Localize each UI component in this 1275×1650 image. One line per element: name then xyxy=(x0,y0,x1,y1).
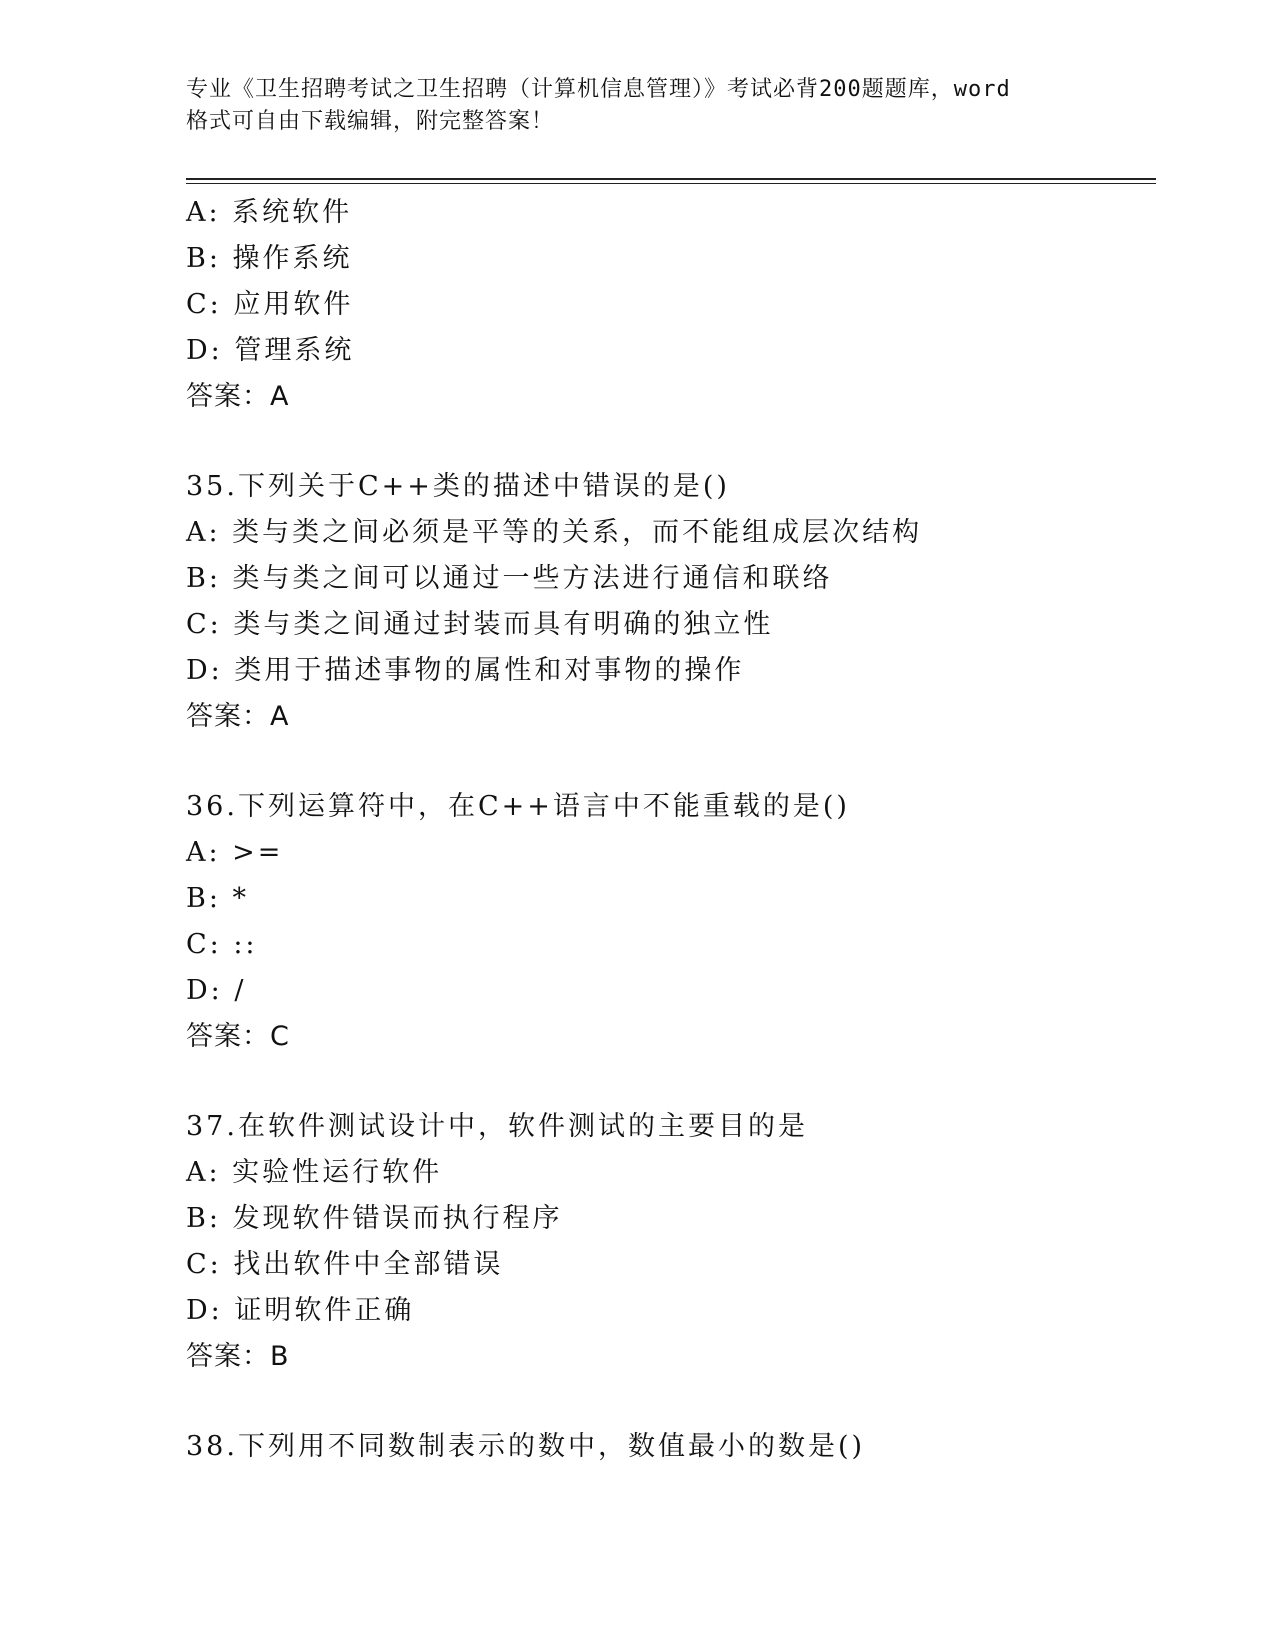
option-d: D: / xyxy=(186,975,247,1006)
option-c: C: 类与类之间通过封装而具有明确的独立性 xyxy=(186,609,774,640)
question-block-36 xyxy=(186,784,1146,1060)
option-b: B: 发现软件错误而执行程序 xyxy=(186,1203,563,1234)
option-a: A: 类与类之间必须是平等的关系，而不能组成层次结构 xyxy=(186,517,923,548)
header-line-2: 格式可自由下载编辑，附完整答案！ xyxy=(186,109,555,134)
option-d: D: 证明软件正确 xyxy=(186,1295,415,1326)
option-a: A: >= xyxy=(186,837,284,868)
option-d: D: 类用于描述事物的属性和对事物的操作 xyxy=(186,655,745,686)
question-block-38 xyxy=(186,1424,1146,1470)
answer: 答案：C xyxy=(186,1021,290,1052)
question-block-35 xyxy=(186,464,1146,740)
question-content xyxy=(186,190,1146,1470)
header-divider-thin xyxy=(186,183,1156,184)
option-c: C: 应用软件 xyxy=(186,289,354,320)
question-block-37 xyxy=(186,1104,1146,1380)
answer: 答案：A xyxy=(186,701,290,732)
question-block-34 xyxy=(186,190,1146,420)
answer: 答案：A xyxy=(186,381,290,412)
question-stem: 37.在软件测试设计中，软件测试的主要目的是 xyxy=(186,1111,808,1142)
option-b: B: * xyxy=(186,883,250,914)
option-b: B: 类与类之间可以通过一些方法进行通信和联络 xyxy=(186,563,833,594)
option-d: D: 管理系统 xyxy=(186,335,355,366)
document-header xyxy=(186,74,1086,138)
question-stem: 36.下列运算符中，在C++语言中不能重载的是() xyxy=(186,791,850,822)
option-a: A: 实验性运行软件 xyxy=(186,1157,443,1188)
header-line-1: 专业《卫生招聘考试之卫生招聘（计算机信息管理）》考试必背200题题库，word xyxy=(186,77,1011,102)
option-c: C: 找出软件中全部错误 xyxy=(186,1249,504,1280)
question-stem: 35.下列关于C++类的描述中错误的是() xyxy=(186,471,730,502)
question-stem: 38.下列用不同数制表示的数中，数值最小的数是() xyxy=(186,1431,866,1462)
header-divider-thick xyxy=(186,178,1156,180)
option-a: A: 系统软件 xyxy=(186,197,353,228)
option-b: B: 操作系统 xyxy=(186,243,353,274)
option-c: C: :: xyxy=(186,929,258,960)
answer: 答案：B xyxy=(186,1341,290,1372)
